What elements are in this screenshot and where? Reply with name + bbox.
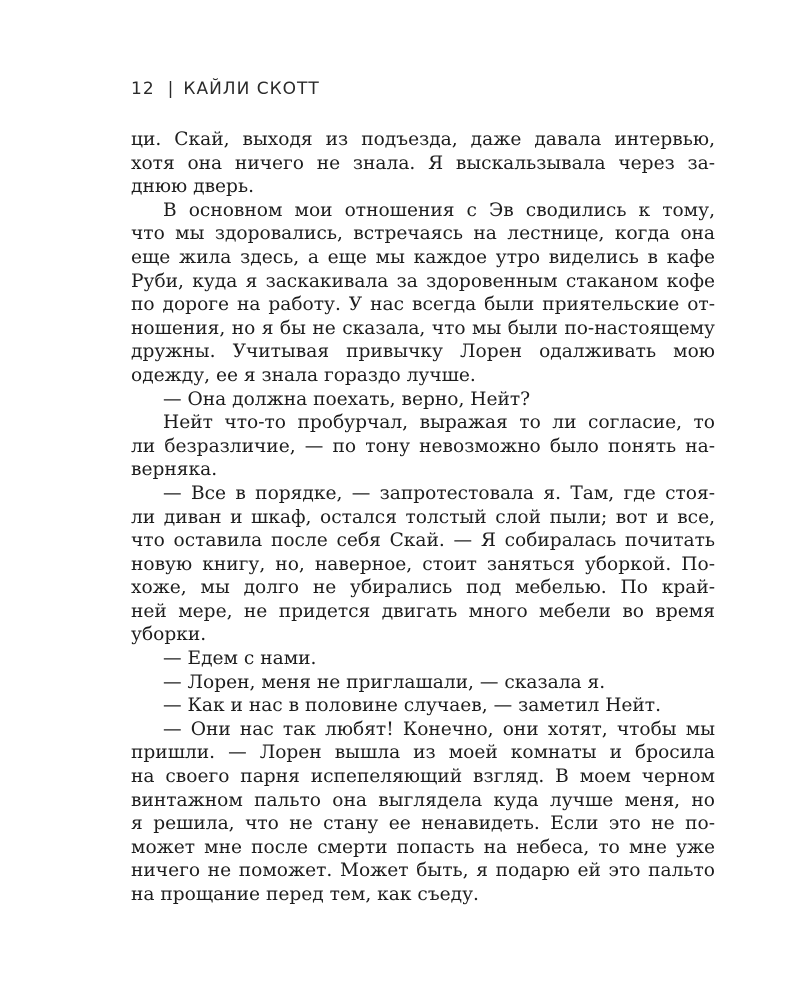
text-line: что мы здоровались, встречаясь на лестнице, когда она	[131, 223, 715, 245]
text-line: В основном мои отношения с Эв сводились к тому,	[163, 199, 715, 221]
text-line: — Она должна поехать, верно, Нейт?	[163, 388, 531, 410]
text-line: пришли. — Лорен вышла из моей комнаты и бросила	[131, 742, 715, 764]
text-line: винтажном пальто она выглядела куда лучше меня, но	[131, 789, 715, 811]
text-line: — Лорен, меня не приглашали, — сказала я.	[163, 671, 606, 693]
text-line: дружны. Учитывая привычку Лорен одалживать мою	[131, 341, 715, 363]
text-line: ци. Скай, выходя из подъезда, даже давала интервью,	[131, 129, 715, 150]
text-line: днюю дверь.	[131, 176, 254, 198]
running-head	[131, 79, 320, 99]
text-line: на прощание перед тем, как съеду.	[131, 884, 479, 905]
text-line: — Как и нас в половине случаев, — заметил Нейт.	[163, 695, 662, 717]
text-line: — Они нас так любят! Конечно, они хотят, чтобы мы	[163, 718, 715, 740]
text-line: уборки.	[131, 624, 207, 646]
text-line: на своего парня испепеляющий взгляд. В моем черном	[131, 766, 715, 788]
text-line: еще жила здесь, а еще мы каждое утро виделись в кафе	[131, 246, 715, 268]
text-line: хоже, мы долго не убирались под мебелью. По край-	[131, 577, 715, 599]
text-line: хотя она ничего не знала. Я выскальзывала через за-	[131, 152, 715, 174]
text-line: — Все в порядке, — запротестовала я. Там, где стоя-	[163, 482, 715, 504]
text-line: по дороге на работу. У нас всегда были приятельские от-	[131, 294, 715, 316]
text-line: ничего не поможет. Может быть, я подарю ей это пальто	[131, 860, 715, 882]
running-head-separator: |	[167, 79, 175, 99]
text-line: Руби, куда я заскакивала за здоровенным стаканом кофе	[131, 270, 715, 292]
text-line: ли диван и шкаф, остался толстый слой пыли; вот и все,	[131, 506, 715, 528]
text-line: ней мере, не придется двигать много мебели во время	[131, 600, 715, 622]
text-line: Нейт что-то пробурчал, выражая то ли согласие, то	[163, 412, 715, 434]
text-line: одежду, ее я знала гораздо лучше.	[131, 364, 476, 386]
body-text	[131, 128, 715, 907]
text-line: новую книгу, но, наверное, стоит заняться уборкой. По-	[131, 553, 715, 575]
text-line: ли безразличие, — по тону невозможно было понять на-	[131, 435, 715, 457]
page-number: 12	[131, 79, 155, 99]
text-line: я решила, что не стану ее ненавидеть. Если это не по-	[131, 813, 715, 835]
text-line: ношения, но я бы не сказала, что мы были по-настоящему	[131, 317, 715, 339]
author-name: КАЙЛИ СКОТТ	[183, 79, 320, 99]
text-line: — Едем с нами.	[163, 648, 317, 670]
text-line: что оставила после себя Скай. — Я собиралась почитать	[131, 530, 715, 552]
text-line: верняка.	[131, 459, 218, 481]
text-line: может мне после смерти попасть на небеса, то мне уже	[131, 836, 715, 858]
